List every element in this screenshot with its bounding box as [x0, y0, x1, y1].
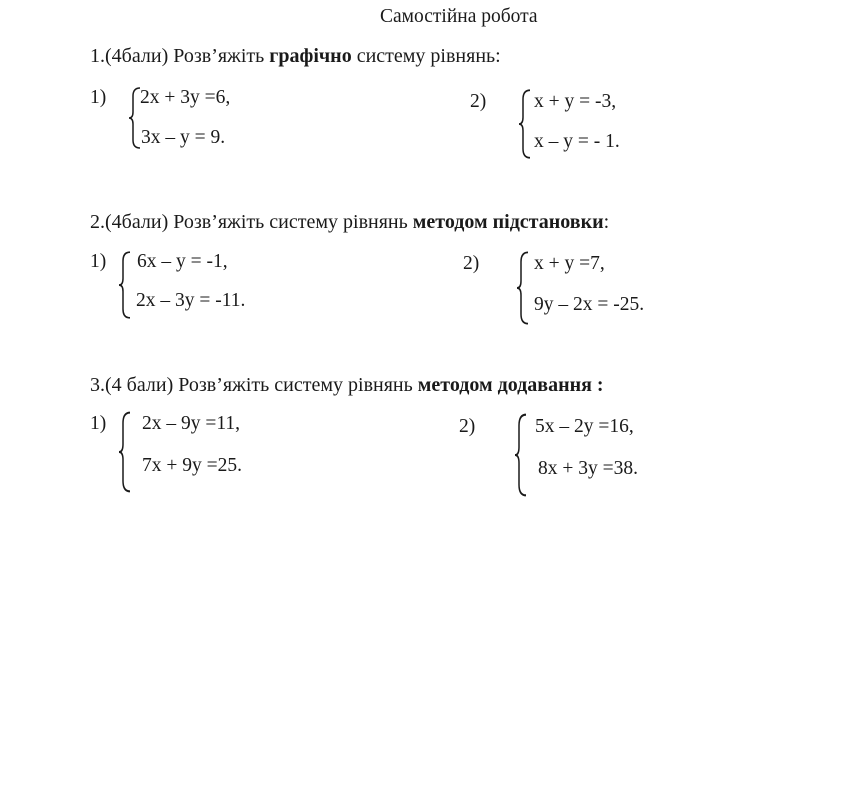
equation: x + y =7,: [534, 253, 605, 274]
task-3-method: методом додавання :: [417, 374, 604, 396]
brace-icon: [516, 250, 530, 326]
equation: 2x – 3y = -11.: [136, 290, 246, 311]
task-3-prefix: 3.(4 бали) Розв’яжіть систему рівнянь: [90, 374, 418, 396]
equation: 2x + 3y =6,: [140, 87, 231, 108]
system-label: 2): [463, 253, 480, 274]
task-1-prefix: 1.(4бали) Розв’яжіть: [90, 45, 270, 67]
task-1-suffix: систему рівнянь:: [351, 45, 501, 67]
equation: 8x + 3y =38.: [538, 458, 638, 479]
equation: 3x – y = 9.: [141, 127, 226, 148]
brace-icon: [518, 88, 532, 160]
task-3-heading: [90, 375, 604, 395]
task-2-suffix: :: [603, 211, 610, 233]
task-2-prefix: 2.(4бали) Розв’яжіть систему рівнянь: [90, 211, 413, 233]
equation: x + y = -3,: [534, 91, 617, 112]
brace-icon: [514, 412, 528, 498]
equation: 6x – y = -1,: [137, 251, 228, 272]
equation: x – y = - 1.: [534, 131, 620, 152]
brace-icon: [118, 410, 132, 494]
system-label: 1): [90, 413, 107, 434]
task-2-heading: [90, 212, 609, 232]
equation: 5x – 2y =16,: [535, 416, 634, 437]
task-1-heading: [90, 46, 501, 66]
system-label: 1): [90, 251, 107, 272]
system-label: 2): [470, 91, 487, 112]
task-1-method: графічно: [269, 45, 352, 67]
brace-icon: [118, 250, 132, 320]
equation: 9y – 2x = -25.: [534, 294, 645, 315]
equation: 7x + 9y =25.: [142, 455, 242, 476]
system-label: 2): [459, 416, 476, 437]
system-label: 1): [90, 87, 107, 108]
task-2-method: методом підстановки: [412, 211, 604, 233]
equation: 2x – 9y =11,: [142, 413, 241, 434]
page-title: Самостійна робота: [380, 6, 538, 27]
